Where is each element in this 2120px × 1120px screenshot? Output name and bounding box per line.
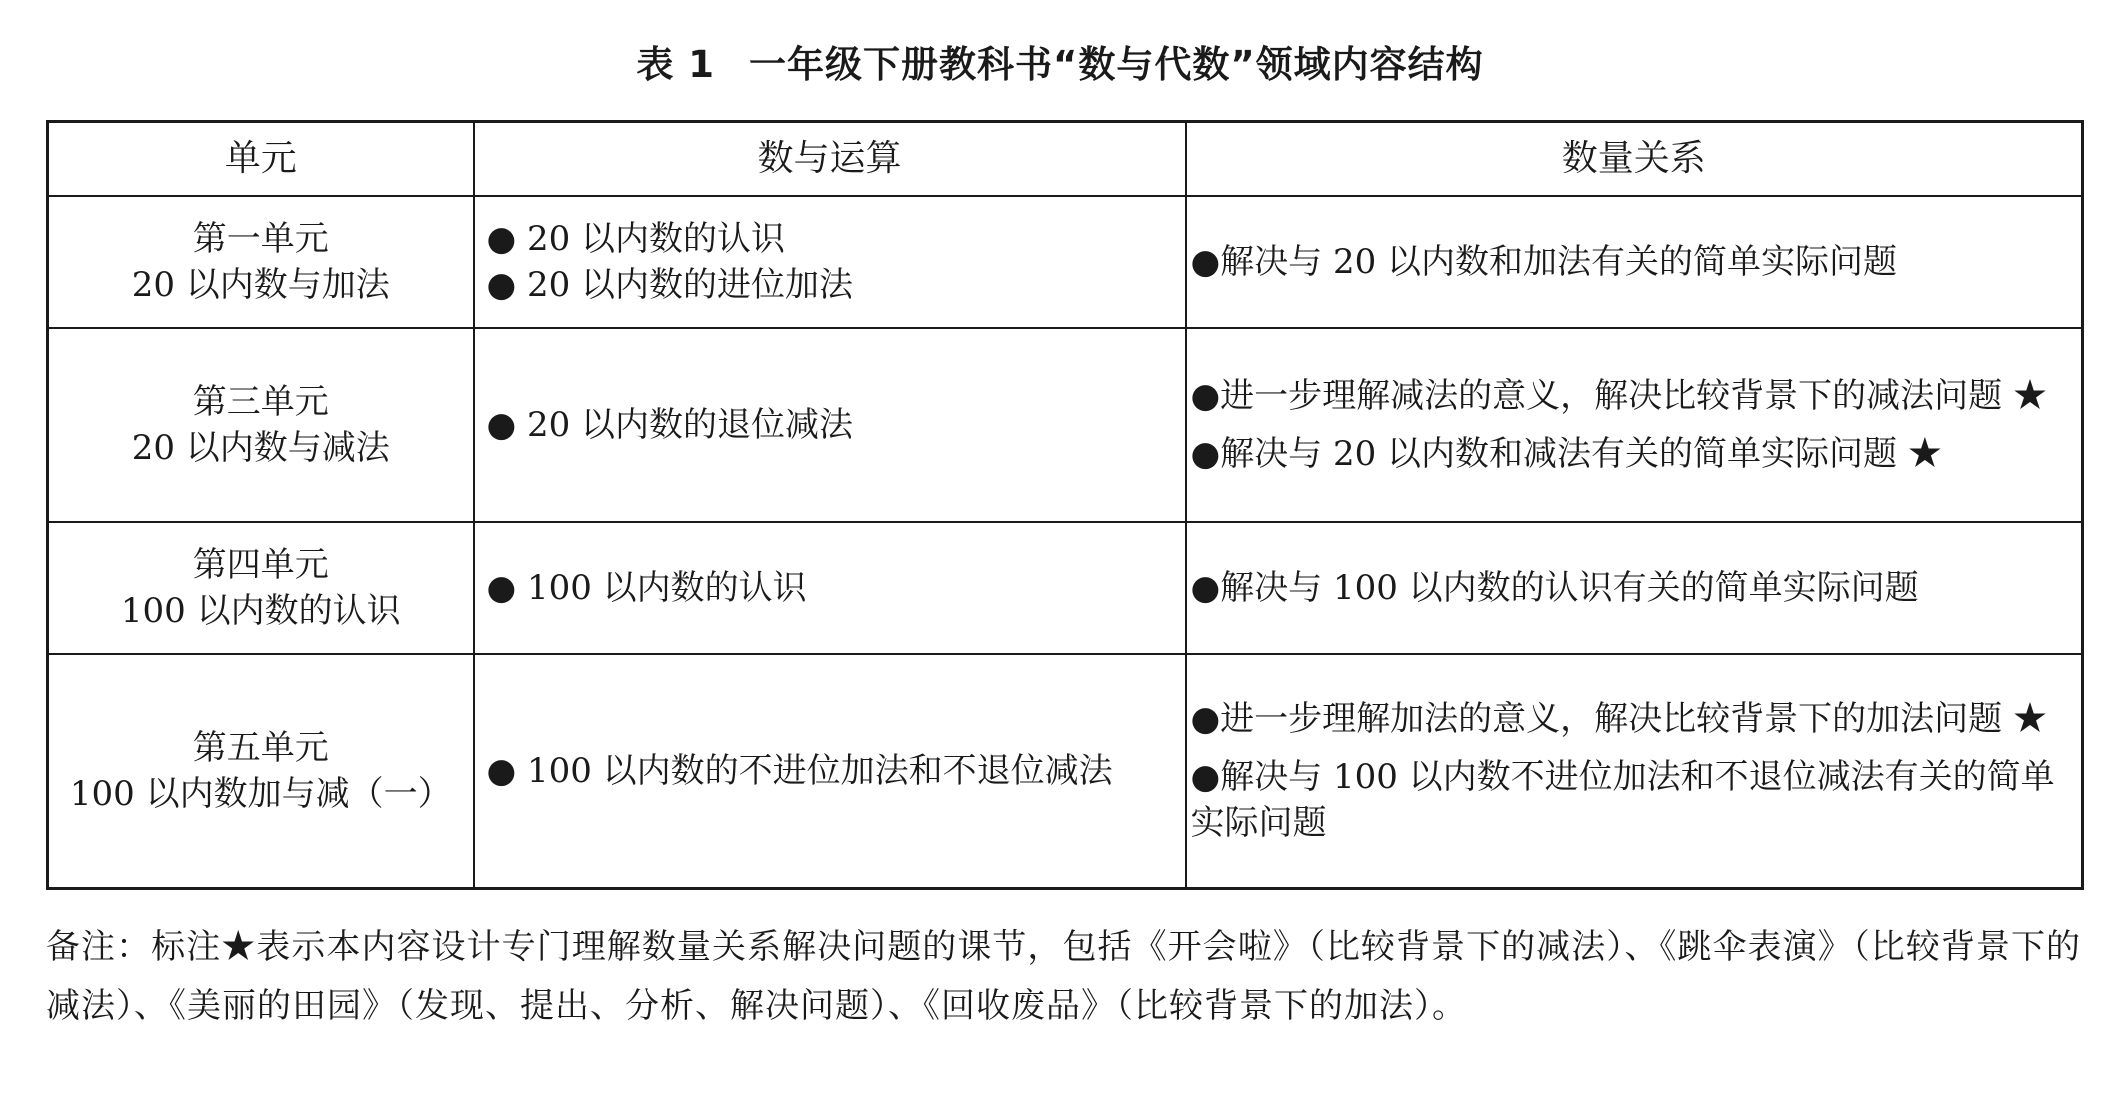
relations-cell	[1186, 328, 2083, 522]
unit-name: 第五单元	[192, 728, 329, 768]
operations-cell	[474, 654, 1186, 889]
relation-item: ●解决与 20 以内数和减法有关的简单实际问题 ★	[1190, 434, 1942, 474]
table-row	[48, 654, 2083, 889]
operation-item: ● 20 以内数的进位加法	[486, 265, 854, 305]
operation-item: ● 20 以内数的认识	[486, 219, 786, 259]
table-note: 备注：标注★表示本内容设计专门理解数量关系解决问题的课节，包括《开会啦》（比较背景下的减法）、《跳伞表演》（比较背景下的减法）、《美丽的田园》（发现、提出、分析、解决问题）、《回收废品》（比较背景下的加法）。	[46, 927, 2081, 1026]
table-row	[48, 196, 2083, 328]
operation-item: ● 20 以内数的退位减法	[486, 405, 854, 445]
table-row	[48, 328, 2083, 522]
operation-item: ● 100 以内数的认识	[486, 568, 807, 608]
relations-cell	[1186, 522, 2083, 654]
header-relations: 数量关系	[1186, 122, 2083, 197]
operations-cell	[474, 328, 1186, 522]
table-row	[48, 522, 2083, 654]
relations-cell	[1186, 196, 2083, 328]
relation-item: ●进一步理解加法的意义，解决比较背景下的加法问题 ★	[1190, 699, 2047, 739]
unit-name: 第四单元	[192, 545, 329, 585]
relation-item: ●进一步理解减法的意义，解决比较背景下的减法问题 ★	[1190, 376, 2047, 416]
unit-topic: 100 以内数的认识	[120, 591, 401, 631]
header-operations: 数与运算	[474, 122, 1186, 197]
unit-name: 第三单元	[192, 382, 329, 422]
relations-cell	[1186, 654, 2083, 889]
operations-cell	[474, 522, 1186, 654]
unit-cell	[48, 522, 474, 654]
relation-item: ●解决与 20 以内数和加法有关的简单实际问题	[1190, 242, 1898, 282]
unit-cell	[48, 196, 474, 328]
operations-cell	[474, 196, 1186, 328]
header-unit: 单元	[48, 122, 474, 197]
relation-item: ●解决与 100 以内数不进位加法和不退位减法有关的简单实际问题	[1190, 757, 2055, 843]
unit-cell	[48, 328, 474, 522]
operation-item: ● 100 以内数的不进位加法和不退位减法	[486, 751, 1113, 791]
table-header-row	[48, 122, 2083, 197]
table-caption: 一年级下册教科书“数与代数”领域内容结构	[749, 43, 1484, 86]
table-title	[0, 34, 2120, 88]
unit-topic: 20 以内数与减法	[131, 428, 390, 468]
content-structure-table	[46, 120, 2084, 890]
relation-item: ●解决与 100 以内数的认识有关的简单实际问题	[1190, 568, 1919, 608]
unit-name: 第一单元	[192, 219, 329, 259]
unit-cell	[48, 654, 474, 889]
table-number: 表 1	[636, 43, 715, 86]
unit-topic: 20 以内数与加法	[131, 265, 390, 305]
unit-topic: 100 以内数加与减（一）	[69, 774, 452, 814]
